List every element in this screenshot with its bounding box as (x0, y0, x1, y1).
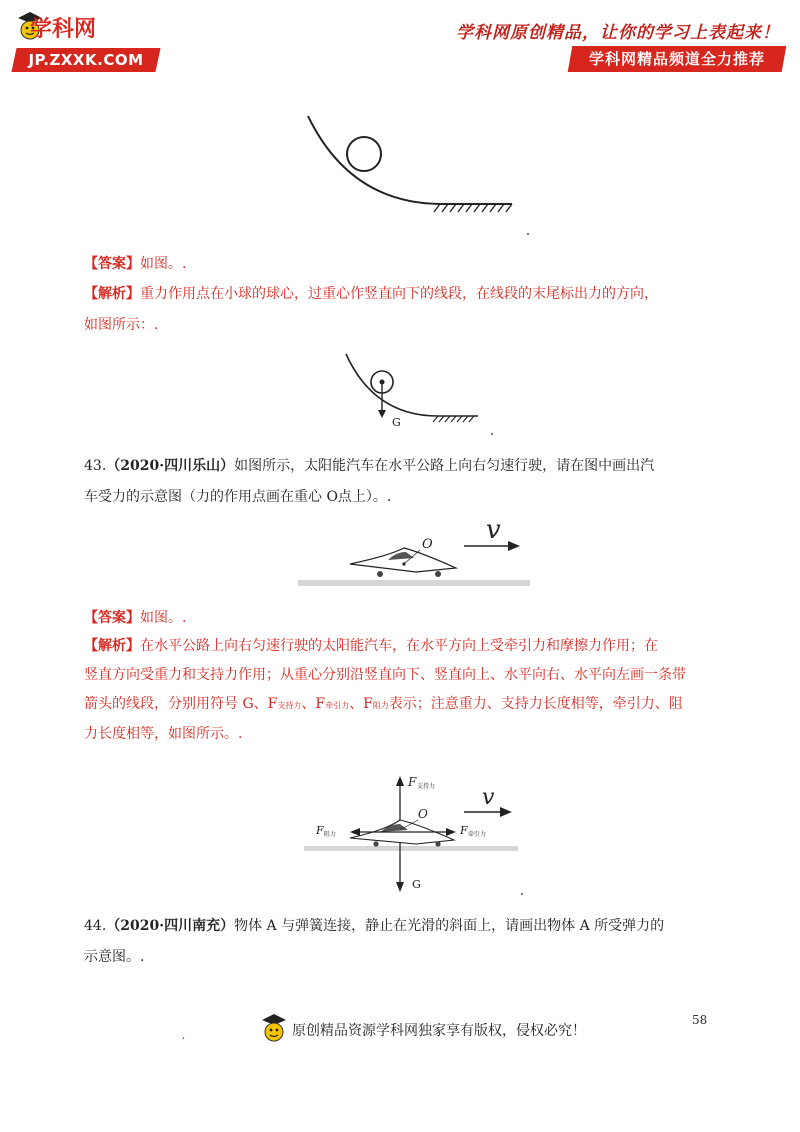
figure-ball-slope (300, 108, 540, 238)
analysis-43 (84, 632, 724, 749)
analysis-line: 竖直方向受重力和支持力作用；从重心分别沿竖直向下、竖直向上、水平向右、水平向左画一条带 (84, 667, 686, 683)
footer-copyright: 原创精品资源学科网独家享有版权，侵权必究！ (292, 1023, 586, 1039)
logo-url: JP.ZXXK.COM (28, 51, 144, 69)
analysis-line: 重力作用点在小球的球心，过重心作竖直向下的线段，在线段的末尾标出力的方向， (140, 286, 658, 302)
figure-solar-car (296, 512, 532, 592)
figure-force-diagram (300, 772, 530, 898)
analysis-tag: 【解析】 (84, 286, 140, 302)
question-line: 车受力的示意图（力的作用点画在重心 O点上）。. (84, 489, 392, 505)
answer-42 (84, 250, 724, 279)
analysis-line-symbols (84, 690, 724, 720)
question-source: （2020·四川南充） (106, 918, 235, 934)
question-line: 物体 A 与弹簧连接，静止在光滑的斜面上，请画出物体 A 所受弹力的 (234, 918, 665, 934)
analysis-line: 在水平公路上向右匀速行驶的太阳能汽车，在水平方向上受牵引力和摩擦力作用；在 (140, 638, 658, 654)
header-slogan: 学科网原创精品，让你的学习上表起来！ (456, 23, 780, 43)
velocity-label: v (482, 785, 495, 810)
subscript: 阻力 (372, 701, 389, 710)
question-43 (84, 452, 724, 512)
velocity-label: v (486, 515, 501, 545)
center-o-label: O (418, 807, 428, 821)
answer-text: 如图。. (140, 610, 187, 626)
center-o-label: O (422, 537, 433, 552)
question-source: （2020·四川乐山） (106, 458, 235, 474)
resist-force-label: F (316, 824, 324, 837)
analysis-text: 、F (349, 696, 373, 712)
question-number: 43. (84, 458, 107, 474)
gravity-label: G (392, 416, 401, 429)
analysis-text: 箭头的线段，分别用符号 G、F (84, 696, 278, 712)
answer-43 (84, 604, 724, 633)
header-banner (568, 46, 787, 72)
analysis-line: 力长度相等，如图所示。. (84, 726, 243, 742)
question-44 (84, 912, 724, 972)
answer-text: 如图。. (140, 256, 187, 272)
header-banner-text: 学科网精品频道全力推荐 (588, 50, 765, 68)
subscript: 支持力 (277, 701, 302, 710)
question-line: 示意图。. (84, 949, 145, 965)
subscript: 牵引力 (325, 701, 350, 710)
analysis-tag: 【解析】 (84, 638, 140, 654)
footer-mascot-icon (260, 1012, 288, 1048)
analysis-42 (84, 280, 724, 340)
answer-tag: 【答案】 (84, 256, 140, 272)
analysis-line: 如图所示：. (84, 317, 159, 333)
gravity-label: G (412, 878, 421, 891)
traction-force-sub: 牵引力 (468, 831, 487, 838)
logo-name: 学科网 (30, 17, 97, 42)
analysis-text: 、F (301, 696, 326, 712)
resist-force-sub: 阻力 (324, 831, 337, 838)
support-force-label: F (408, 775, 417, 789)
stray-mark: , (182, 1030, 186, 1041)
analysis-text: 表示；注意重力、支持力长度相等，牵引力、阻 (388, 696, 683, 712)
question-line: 如图所示，太阳能汽车在水平公路上向右匀速行驶，请在图中画出汽 (234, 458, 655, 474)
page-number: 58 (692, 1013, 708, 1027)
logo-url-bar (11, 48, 160, 72)
traction-force-label: F (460, 824, 468, 837)
support-force-sub: 支持力 (417, 783, 436, 790)
answer-tag: 【答案】 (84, 610, 140, 626)
figure-ball-gravity (340, 350, 500, 440)
question-number: 44. (84, 918, 107, 934)
